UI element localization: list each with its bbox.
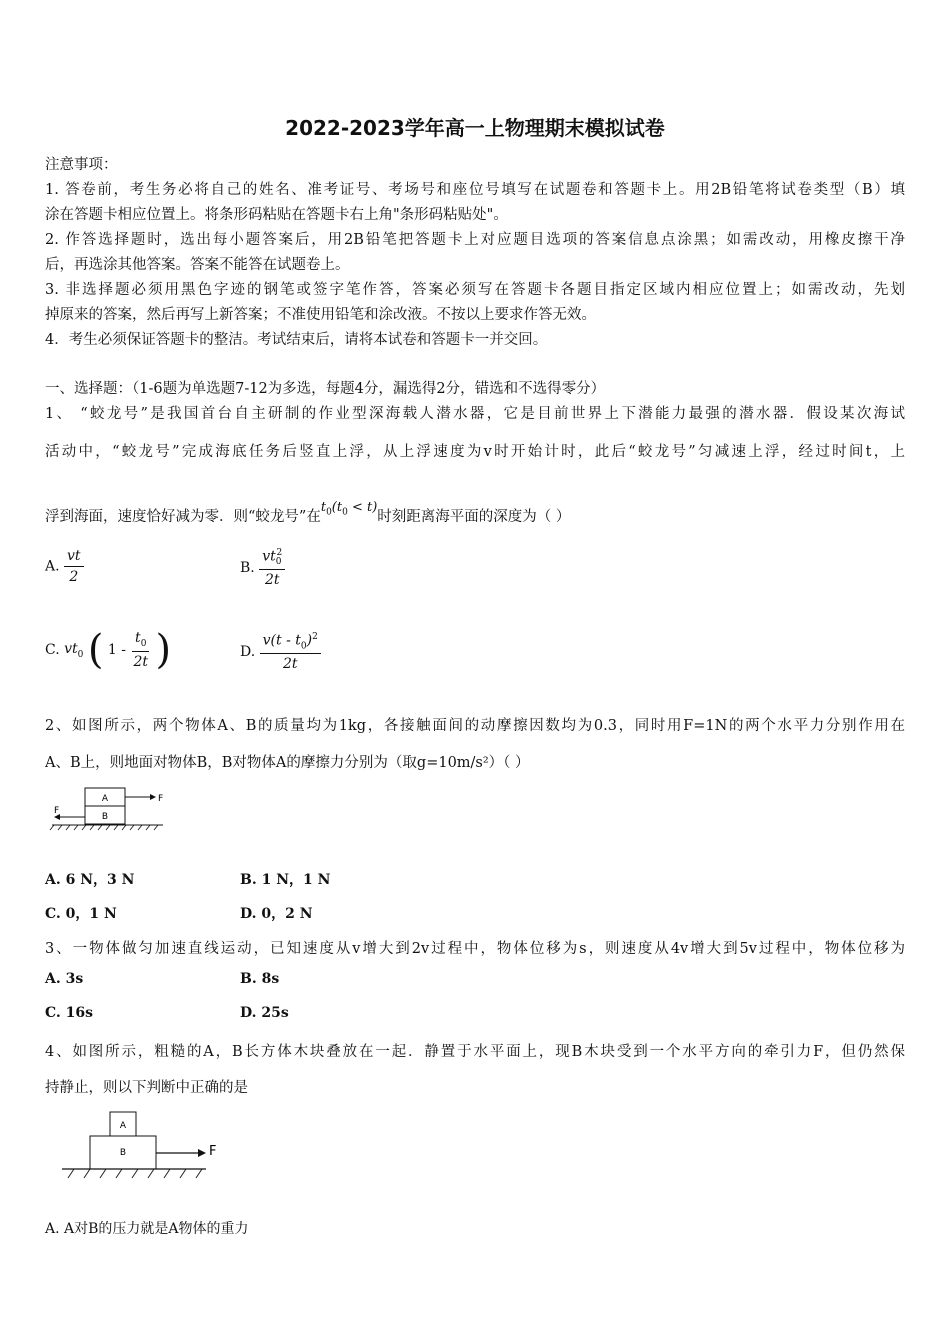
q1-option-a[interactable]: A. $\frac{vt}{2}$: [45, 548, 84, 585]
q1-text: 1、 “蛟龙号”是我国首台自主研制的作业型深海载人潜水器，它是目前世界上下潜能力最强的潜水器．假设某次海试: [45, 406, 905, 422]
label-a: A: [119, 1121, 127, 1131]
ground-hatch: [50, 825, 158, 830]
notice-line: 后，再选涂其他答案。答案不能答在试题卷上。: [45, 257, 350, 273]
label-f-right: F: [158, 794, 164, 804]
notice-line: 2. 作答选择题时，选出每小题答案后，用2B铅笔把答题卡上对应题目选项的答案信息点涂黑；如需改动，用橡皮擦干净: [45, 232, 905, 248]
label-f: F: [209, 1144, 217, 1159]
formula-vt-over-2: $\frac{vt}{2}$: [64, 548, 84, 585]
formula-vt0sq-over-2t: $\frac{vt_0^2}{2t}$: [259, 548, 285, 588]
notice-heading: 注意事项：: [45, 157, 118, 173]
q1-option-c[interactable]: C. $vt_0$ ( 1 - $\frac{t_0}{2t}$ ): [45, 627, 172, 673]
arrowhead-f: [198, 1149, 206, 1157]
section-heading: 一、选择题：（1-6题为单选题7-12为多选，每题4分，漏选得2分，错选和不选得零分）: [45, 381, 606, 397]
formula-t0-condition: $t_0(t_0 < t)$: [320, 500, 378, 518]
formula-t0-over-2t: $\frac{t_0}{2t}$: [133, 630, 149, 670]
q1-option-b[interactable]: B. $\frac{vt_0^2}{2t}$: [240, 548, 285, 588]
q2-text: 2、如图所示，两个物体A、B的质量均为1kg，各接触面间的动摩擦因数均为0.3，同时用F=1N的两个水平力分别作用在: [45, 718, 905, 734]
q3-option-d[interactable]: D. 25s: [240, 1005, 289, 1021]
q3-option-a[interactable]: A. 3s: [45, 971, 84, 987]
q4-figure: [60, 1108, 225, 1183]
label-f-left: F: [54, 806, 60, 816]
notice-line: 4．考生必须保证答题卡的整洁。考试结束后，请将本试卷和答题卡一并交回。: [45, 332, 548, 348]
label-b: B: [119, 1148, 127, 1158]
notice-line: 掉原来的答案，然后再写上新答案；不准使用铅笔和涂改液。不按以上要求作答无效。: [45, 307, 596, 323]
q2-option-b[interactable]: B. 1 N，1 N: [240, 872, 331, 888]
q2-text: A、B上，则地面对物体B，B对物体A的摩擦力分别为（取g=10m/s²）（ ）: [45, 755, 530, 771]
q2-option-d[interactable]: D. 0，2 N: [240, 906, 313, 922]
q2-option-c[interactable]: C. 0，1 N: [45, 906, 117, 922]
q4-text: 4、如图所示，粗糙的A，B长方体木块叠放在一起．静置于水平面上，现B木块受到一个水平方向的牵引力F，但仍然保: [45, 1044, 905, 1060]
label-b: B: [101, 812, 109, 822]
ground-hatch: [68, 1169, 202, 1178]
q1-text: 活动中，“蛟龙号”完成海底任务后竖直上浮，从上浮速度为v时开始计时，此后“蛟龙号”匀减速上浮，经过时间t，上: [45, 444, 905, 460]
q2-option-a[interactable]: A. 6 N，3 N: [45, 872, 135, 888]
page-title: 2022-2023学年高一上物理期末模拟试卷: [285, 116, 665, 140]
formula-v-t-minus-t0-sq-over-2t: $\frac{v(t - t_0)^2}{2t}$: [260, 632, 321, 672]
notice-line: 1. 答卷前，考生务必将自己的姓名、准考证号、考场号和座位号填写在试题卷和答题卡上。用2B铅笔将试卷类型（B）填: [45, 182, 905, 198]
label-a: A: [101, 794, 109, 804]
q1-text: 时刻距离海平面的深度为（ ）: [377, 509, 571, 525]
q3-option-c[interactable]: C. 16s: [45, 1005, 94, 1021]
notice-line: 涂在答题卡相应位置上。将条形码粘贴在答题卡右上角"条形码粘贴处"。: [45, 207, 508, 223]
q4-option-a[interactable]: A. A对B的压力就是A物体的重力: [45, 1221, 249, 1237]
q1-text-line3: [45, 500, 570, 526]
notice-line: 3. 非选择题必须用黑色字迹的钢笔或签字笔作答，答案必须写在答题卡各题目指定区域内相应位置上；如需改动，先划: [45, 282, 905, 298]
q2-figure: [48, 782, 168, 837]
q1-text: 浮到海面，速度恰好减为零．则“蛟龙号”在: [45, 509, 321, 525]
q4-text: 持静止，则以下判断中正确的是: [45, 1080, 248, 1096]
q3-option-b[interactable]: B. 8s: [240, 971, 280, 987]
arrowhead-right: [150, 794, 156, 800]
q1-option-d[interactable]: D. $\frac{v(t - t_0)^2}{2t}$: [240, 632, 321, 672]
q3-text: 3、一物体做匀加速直线运动，已知速度从v增大到2v过程中，物体位移为s，则速度从4v增大到5v过程中，物体位移为: [45, 941, 905, 957]
